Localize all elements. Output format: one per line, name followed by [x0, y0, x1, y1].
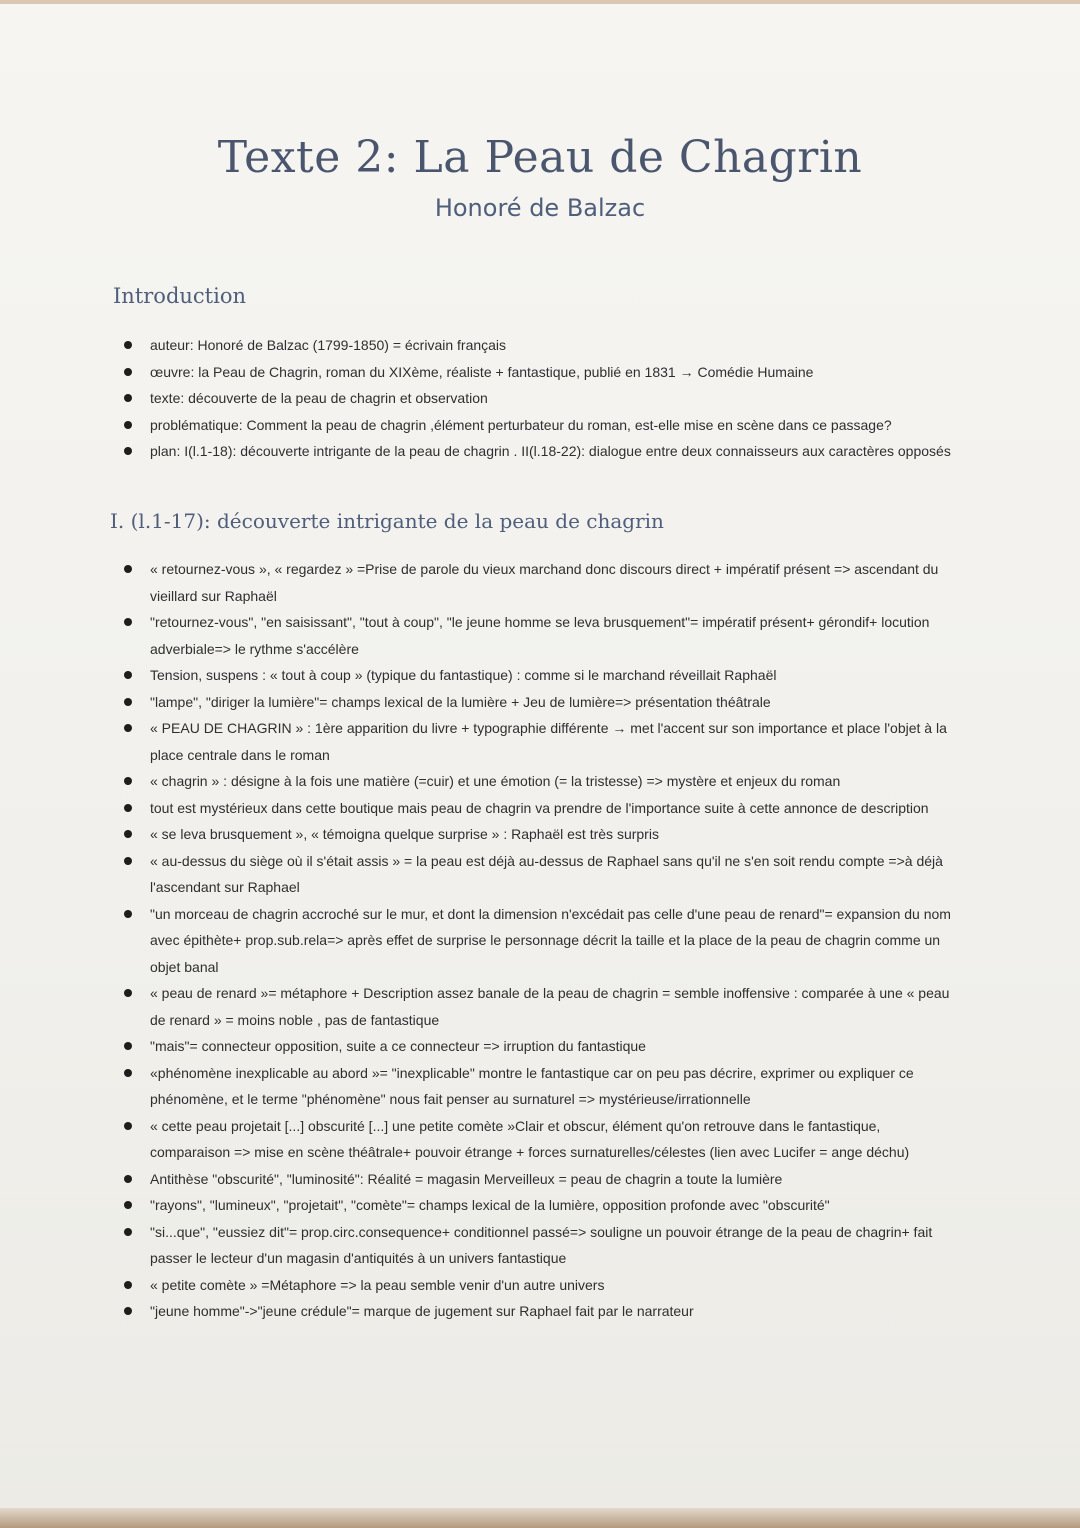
list-item: « petite comète » =Métaphore => la peau semble venir d'un autre univers [120, 1272, 958, 1299]
list-item: Antithèse "obscurité", "luminosité": Réalité = magasin Merveilleux = peau de chagrin a toute la lumière [120, 1166, 958, 1193]
list-item: "lampe", "diriger la lumière"= champs lexical de la lumière + Jeu de lumière=> présentation théâtrale [120, 689, 958, 716]
part1-list [120, 556, 958, 1325]
list-item: « retournez-vous », « regardez » =Prise de parole du vieux marchand donc discours direct + impératif présent => ascendant du vieillard sur Raphaël [120, 556, 958, 609]
list-item: "retournez-vous", "en saisissant", "tout à coup", "le jeune homme se leva brusquement"= impératif présent+ gérondif+ locution adverbiale=> le rythme s'accélère [120, 609, 958, 662]
list-item: œuvre: la Peau de Chagrin, roman du XIXème, réaliste + fantastique, publié en 1831 → Comédie Humaine [120, 359, 960, 386]
author-subtitle: Honoré de Balzac [434, 194, 646, 222]
list-item: "si...que", "eussiez dit"= prop.circ.consequence+ conditionnel passé=> souligne un pouvoir étrange de la peau de chagrin+ fait passer le lecteur d'un magasin d'antiquités à un univers fantastique [120, 1219, 958, 1272]
introduction-heading: Introduction [113, 284, 246, 308]
list-item: "mais"= connecteur opposition, suite a ce connecteur => irruption du fantastique [120, 1033, 958, 1060]
list-item: « se leva brusquement », « témoigna quelque surprise » : Raphaël est très surpris [120, 821, 958, 848]
list-item: tout est mystérieux dans cette boutique mais peau de chagrin va prendre de l'importance suite à cette annonce de description [120, 795, 958, 822]
part1-heading: I. (l.1-17): découverte intrigante de la peau de chagrin [110, 509, 664, 533]
page-title: Texte 2: La Peau de Chagrin [217, 132, 863, 183]
list-item: «phénomène inexplicable au abord »= "inexplicable" montre le fantastique car on peu pas décrire, exprimer ou expliquer ce phénomène, et le terme "phénomène" nous fait penser au surnaturel => mystérieuse/irrationnelle [120, 1060, 958, 1113]
list-item: « chagrin » : désigne à la fois une matière (=cuir) et une émotion (= la tristesse) => mystère et enjeux du roman [120, 768, 958, 795]
list-item: "rayons", "lumineux", "projetait", "comète"= champs lexical de la lumière, opposition profonde avec "obscurité" [120, 1192, 958, 1219]
list-item: problématique: Comment la peau de chagrin ,élément perturbateur du roman, est-elle mise en scène dans ce passage? [120, 412, 960, 439]
list-item: Tension, suspens : « tout à coup » (typique du fantastique) : comme si le marchand réveillait Raphaël [120, 662, 958, 689]
list-item: « peau de renard »= métaphore + Description assez banale de la peau de chagrin = semble inoffensive : comparée à une « peau de renard » = moins noble , pas de fantastique [120, 980, 958, 1033]
list-item: "un morceau de chagrin accroché sur le mur, et dont la dimension n'excédait pas celle d'une peau de renard"= expansion du nom avec épithète+ prop.sub.rela=> après effet de surprise le personnage décrit la taille et la place de la peau de chagrin comme un objet banal [120, 901, 958, 981]
introduction-list [120, 332, 960, 465]
list-item: « au-dessus du siège où il s'était assis » = la peau est déjà au-dessus de Raphael sans qu'il ne s'en soit rendu compte =>à déjà l'ascendant sur Raphael [120, 848, 958, 901]
list-item: plan: I(l.1-18): découverte intrigante de la peau de chagrin . II(l.18-22): dialogue entre deux connaisseurs aux caractères opposés [120, 438, 960, 465]
list-item: auteur: Honoré de Balzac (1799-1850) = écrivain français [120, 332, 960, 359]
paper-bottom-edge [0, 1508, 1080, 1528]
list-item: texte: découverte de la peau de chagrin et observation [120, 385, 960, 412]
list-item: « PEAU DE CHAGRIN » : 1ère apparition du livre + typographie différente → met l'accent sur son importance et place l'objet à la place centrale dans le roman [120, 715, 958, 768]
list-item: « cette peau projetait [...] obscurité [...] une petite comète »Clair et obscur, élément qu'on retrouve dans le fantastique, comparaison => mise en scène théâtrale+ pouvoir étrange + forces surnaturelles/célestes (lien avec Lucifer = ange déchu) [120, 1113, 958, 1166]
paper-top-edge [0, 0, 1080, 4]
list-item: "jeune homme"->"jeune crédule"= marque de jugement sur Raphael fait par le narrateur [120, 1298, 958, 1325]
